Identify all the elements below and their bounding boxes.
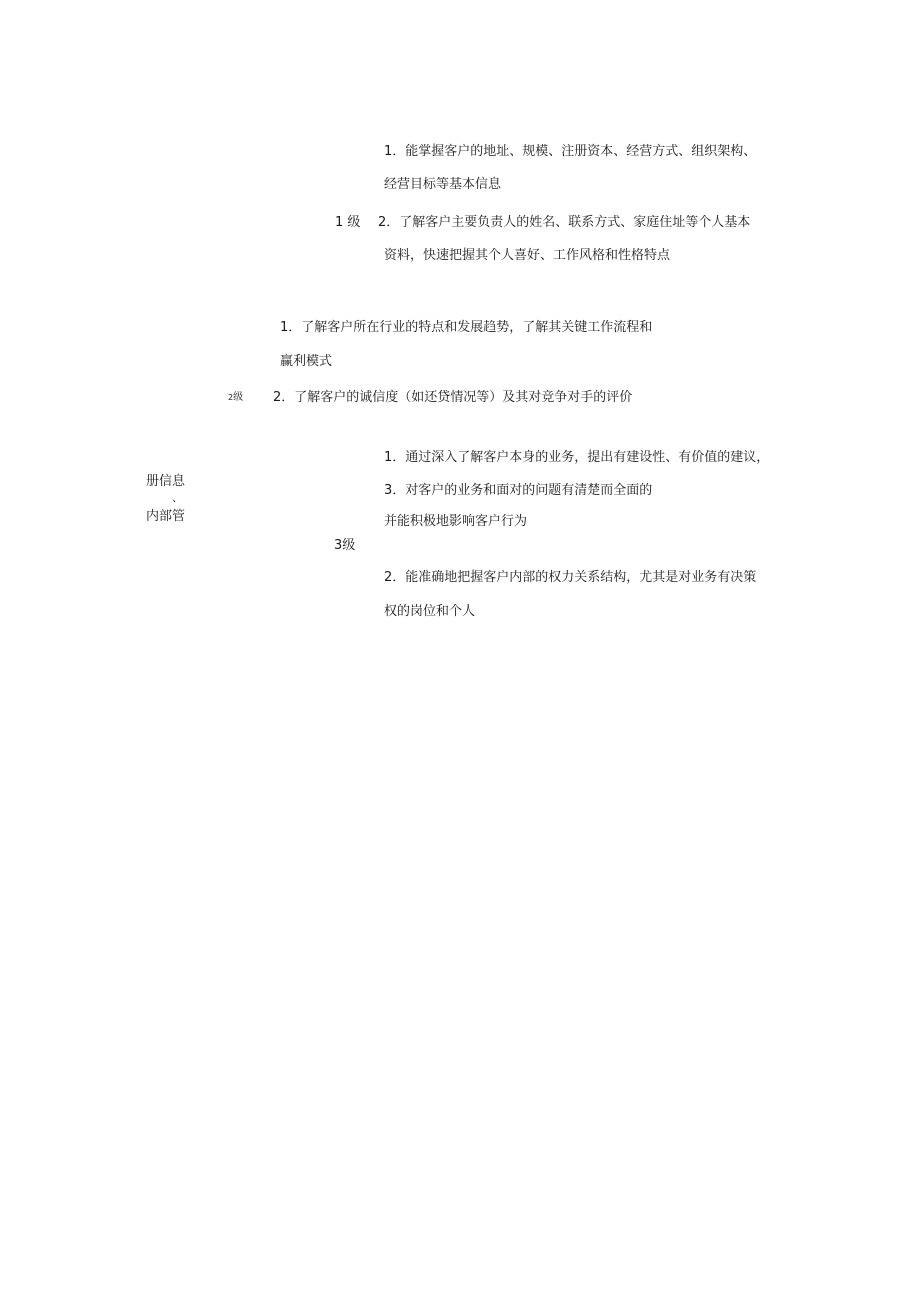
level2-label-suffix: 级 xyxy=(233,392,244,403)
margin-fragment-2: 、 xyxy=(172,491,183,504)
margin-fragment-1: 册信息 xyxy=(146,474,186,489)
level2-label xyxy=(228,389,243,406)
level2-item1-line2: 赢利模式 xyxy=(280,354,333,369)
level3-item2-line1: 2．能准确地把握客户内部的权力关系结构，尤其是对业务有决策 xyxy=(384,570,757,585)
level1-label: 1 级 xyxy=(335,215,361,230)
level1-item2-line2: 资料，快速把握其个人喜好、工作风格和性格特点 xyxy=(384,248,671,263)
level3-item3-line1: 3．对客户的业务和面对的问题有清楚而全面的 xyxy=(384,483,653,498)
level1-item1-line2: 经营目标等基本信息 xyxy=(384,177,502,192)
level3-item1-line1: 1．通过深入了解客户本身的业务，提出有建设性、有价值的建议， xyxy=(384,450,770,465)
level2-label-prefix: 2 xyxy=(228,393,234,402)
level3-item2-line2: 权的岗位和个人 xyxy=(384,604,476,619)
level1-item1-line1: 1．能掌握客户的地址、规模、注册资本、经营方式、组织架构、 xyxy=(384,144,757,159)
level3-label: 3级 xyxy=(334,538,356,553)
margin-fragment-3: 内部管 xyxy=(146,509,186,524)
level2-item1-line1: 1．了解客户所在行业的特点和发展趋势，了解其关键工作流程和 xyxy=(280,320,653,335)
level3-item3-line2: 并能积极地影响客户行为 xyxy=(384,514,528,529)
level2-item2-line1: 2．了解客户的诚信度（如还贷情况等）及其对竞争对手的评价 xyxy=(273,390,633,405)
level1-item2-line1: 2．了解客户主要负责人的姓名、联系方式、家庭住址等个人基本 xyxy=(378,215,751,230)
